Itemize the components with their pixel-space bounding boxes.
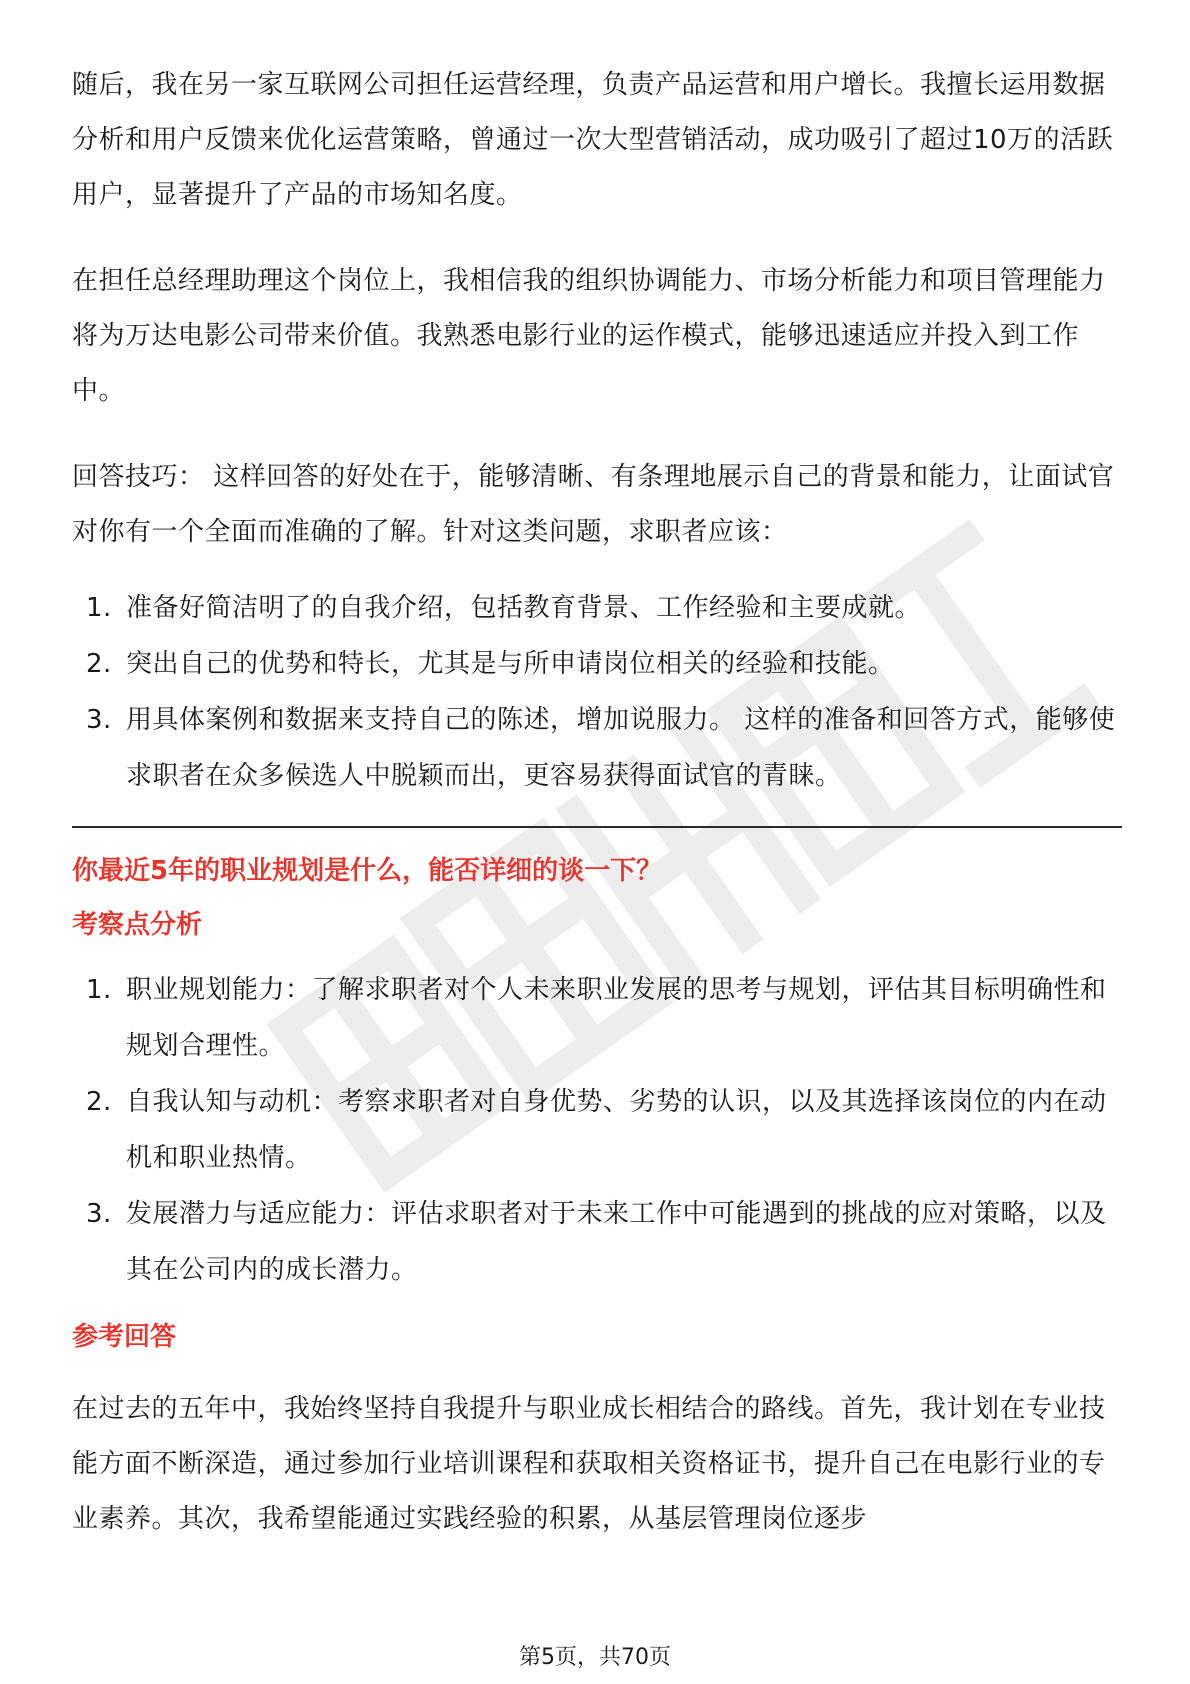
answer-heading: 参考回答 xyxy=(72,1322,177,1352)
list-item-text: 用具体案例和数据来支持自己的陈述，增加说服力。 这样的准备和回答方式，能够使求职者在众多候选人中脱颖而出，更容易获得面试官的青睐。 xyxy=(126,705,1116,791)
list-number: 1. xyxy=(86,975,112,1005)
content-area xyxy=(72,58,1122,1578)
paragraph-experience: 随后，我在另一家互联网公司担任运营经理，负责产品运营和用户增长。我擅长运用数据分析和用户反馈来优化运营策略，曾通过一次大型营销活动，成功吸引了超过10万的活跃用户，显著提升了产品的市场知名度。 xyxy=(72,70,1114,210)
list-number: 2. xyxy=(86,1087,112,1117)
paragraph-reference-answer: 在过去的五年中，我始终坚持自我提升与职业成长相结合的路线。首先，我计划在专业技能方面不断深造，通过参加行业培训课程和获取相关资格证书，提升自己在电影行业的专业素养。其次，我希望能通过实践经验的积累，从基层管理岗位逐步 xyxy=(72,1394,1106,1534)
list-item xyxy=(72,692,1122,804)
list-item xyxy=(72,636,1122,692)
list-item xyxy=(72,1186,1122,1298)
tips-list xyxy=(72,580,1122,804)
list-number: 2. xyxy=(86,649,112,679)
list-item xyxy=(72,962,1122,1074)
analysis-heading: 考察点分析 xyxy=(72,910,203,940)
section-divider xyxy=(72,826,1122,828)
paragraph-value: 在担任总经理助理这个岗位上，我相信我的组织协调能力、市场分析能力和项目管理能力将为万达电影公司带来价值。我熟悉电影行业的运作模式，能够迅速适应并投入到工作中。 xyxy=(72,266,1106,406)
list-item-text: 发展潜力与适应能力：评估求职者对于未来工作中可能遇到的挑战的应对策略，以及其在公司内的成长潜力。 xyxy=(126,1199,1107,1285)
list-item-text: 准备好简洁明了的自我介绍，包括教育背景、工作经验和主要成就。 xyxy=(126,593,922,623)
list-item-text: 职业规划能力：了解求职者对个人未来职业发展的思考与规划，评估其目标明确性和规划合理性。 xyxy=(126,975,1107,1061)
list-number: 3. xyxy=(86,705,112,735)
list-item xyxy=(72,1074,1122,1186)
page-footer: 第5页，共70页 xyxy=(519,1645,671,1670)
paragraph-answer-tips: 回答技巧： 这样回答的好处在于，能够清晰、有条理地展示自己的背景和能力，让面试官对你有一个全面而准确的了解。针对这类问题，求职者应该： xyxy=(72,462,1115,547)
analysis-list xyxy=(72,962,1122,1298)
list-item-text: 自我认知与动机：考察求职者对自身优势、劣势的认识，以及其选择该岗位的内在动机和职业热情。 xyxy=(126,1087,1107,1173)
list-number: 1. xyxy=(86,593,112,623)
list-number: 3. xyxy=(86,1199,112,1229)
list-item xyxy=(72,580,1122,636)
question-heading: 你最近5年的职业规划是什么，能否详细的谈一下？ xyxy=(72,856,663,886)
list-item-text: 突出自己的优势和特长，尤其是与所申请岗位相关的经验和技能。 xyxy=(126,649,895,679)
